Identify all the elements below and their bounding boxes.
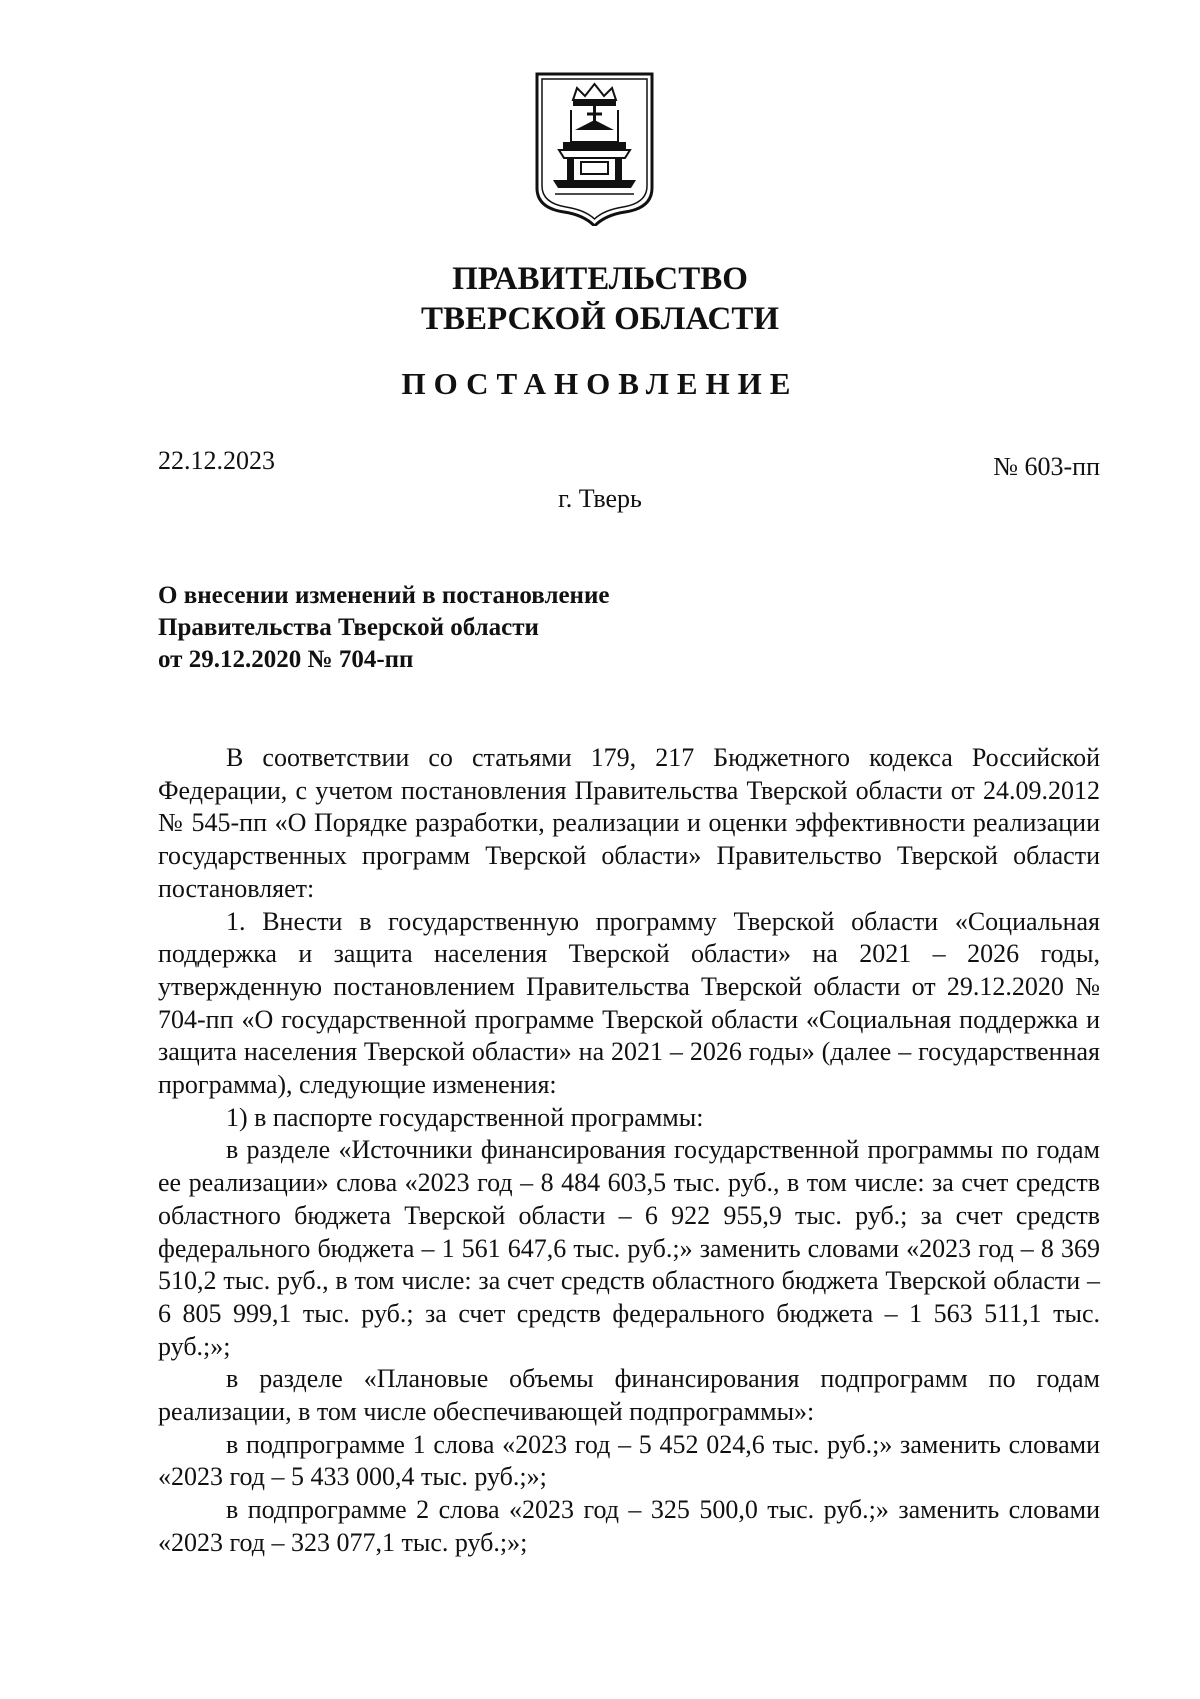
body-paragraph: 1) в паспорте государственной программы: bbox=[226, 1102, 704, 1132]
decree-type-heading: ПОСТАНОВЛЕНИЕ bbox=[401, 366, 799, 401]
body-paragraph: в разделе «Источники финансирования государственной программы по годам ее реализации» слова «2023 год – 8 484 603,5 тыс. руб., в том числе: за счет средств областного бюджета Тверской области – 6 922 955,9 тыс. руб.; за счет средств федерального бюджета – 1 561 647,6 тыс. руб.;» заменить словами «2023 год – 8 369 510,2 тыс. руб., в том числе: за счет средств областного бюджета Тверской области – 6 805 999,1 тыс. руб.; за счет средств федерального бюджета – 1 563 511,1 тыс. руб.;»; bbox=[158, 1135, 1100, 1361]
body-paragraph: в подпрограмме 1 слова «2023 год – 5 452 024,6 тыс. руб.;» заменить словами «2023 год – 5 433 000,4 тыс. руб.;»; bbox=[158, 1429, 1100, 1492]
decree-subject bbox=[158, 580, 858, 676]
subject-line: О внесении изменений в постановление bbox=[158, 582, 610, 609]
body-paragraph: в подпрограмме 2 слова «2023 год – 325 500,0 тыс. руб.;» заменить словами «2023 год – 323 077,1 тыс. руб.;»; bbox=[158, 1495, 1100, 1557]
decree-date: 22.12.2023 bbox=[158, 446, 275, 475]
body-paragraph: в разделе «Плановые объемы финансирования подпрограмм по годам реализации, в том числе обеспечивающей подпрограммы»: bbox=[158, 1364, 1100, 1427]
government-name-line1: ПРАВИТЕЛЬСТВО bbox=[452, 261, 748, 297]
tver-coat-of-arms-icon bbox=[533, 70, 656, 226]
body-paragraph: В соответствии со статьями 179, 217 Бюджетного кодекса Российской Федерации, с учетом постановления Правительства Тверской области от 24.09.2012 № 545-пп «О Порядке разработки, реализации и оценки эффективности реализации государственных программ Тверской области» Правительство Тверской области постановляет: bbox=[158, 743, 1100, 903]
subject-line: от 29.12.2020 № 704-пп bbox=[158, 646, 414, 673]
government-name-line2: ТВЕРСКОЙ ОБЛАСТИ bbox=[420, 301, 780, 337]
body-paragraph: 1. Внести в государственную программу Тверской области «Социальная поддержка и защита населения Тверской области» на 2021 – 2026 годы, утвержденную постановлением Правительства Тверской области от 29.12.2020 № 704-пп «О государственной программе Тверской области «Социальная поддержка и защита населения Тверской области» на 2021 – 2026 годы» (далее – государственная программа), следующие изменения: bbox=[158, 906, 1100, 1100]
decree-number: № 603-пп bbox=[993, 452, 1100, 481]
subject-line: Правительства Тверской области bbox=[158, 614, 539, 641]
decree-city: г. Тверь bbox=[558, 484, 642, 513]
decree-body bbox=[158, 742, 1100, 1560]
